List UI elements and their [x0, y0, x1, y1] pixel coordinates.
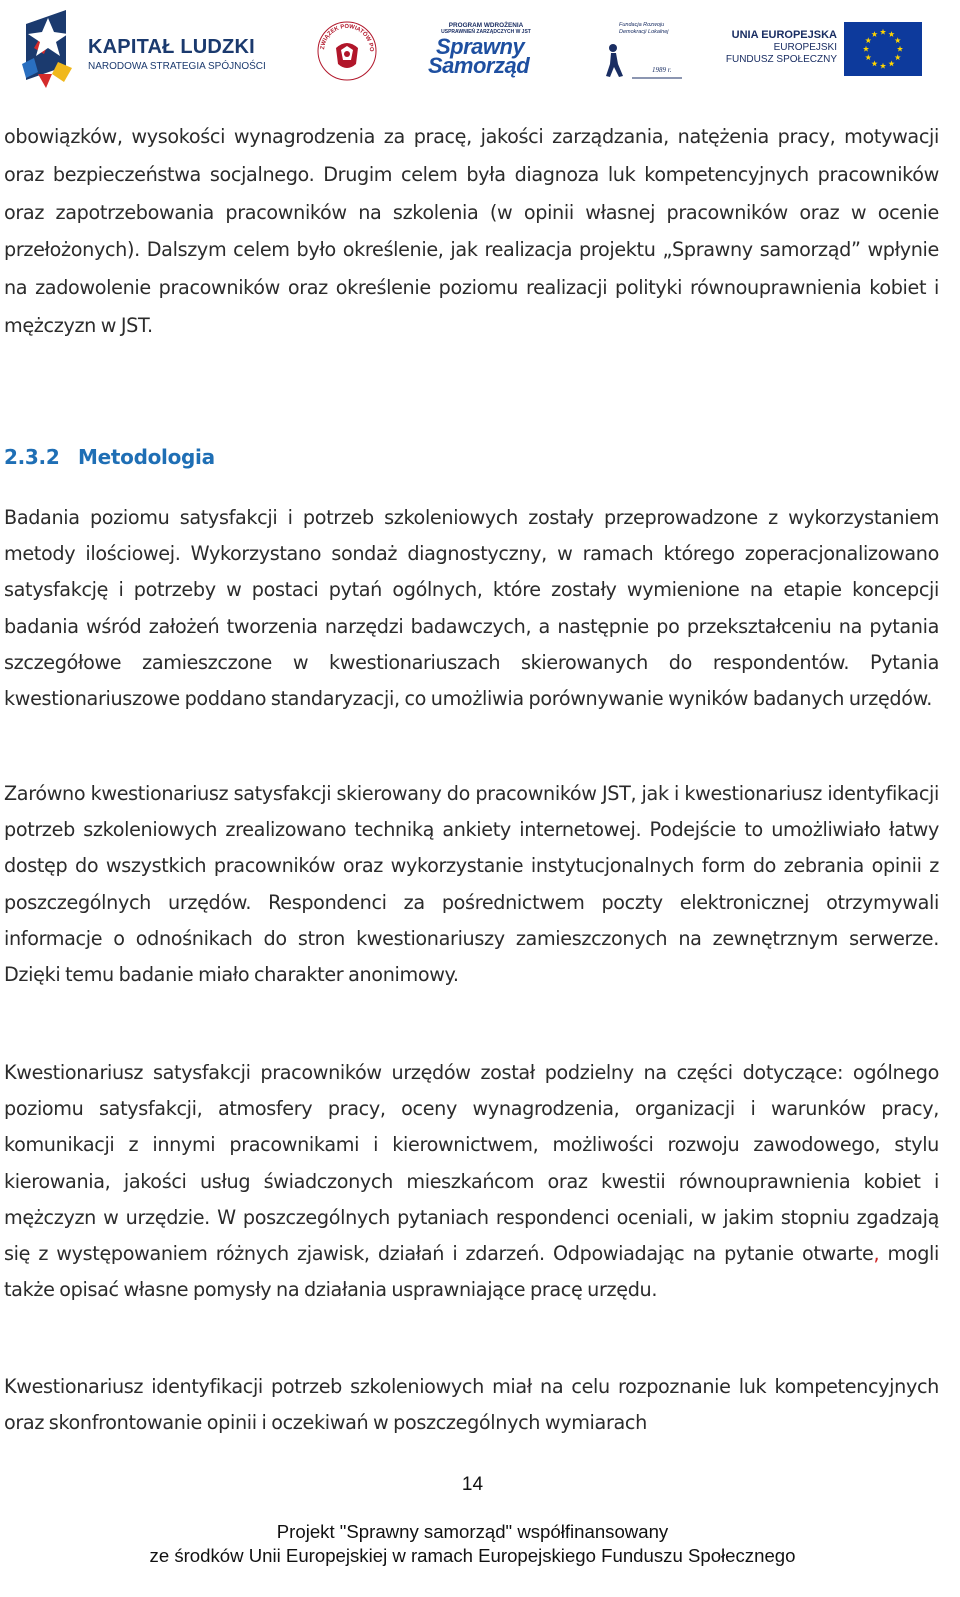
fundacja-name: Fundacja Rozwoju Demokracji Lokalnej — [619, 22, 669, 35]
unia-europejska-logo — [722, 22, 922, 78]
zpp-ring-text: ZWIĄZEK POWIATÓW PO — [320, 23, 375, 52]
sprawny-word: Sprawny — [436, 34, 525, 59]
ue-line-3: FUNDUSZ SPOŁECZNY — [725, 54, 837, 65]
page-footer — [0, 1520, 945, 1567]
program-line-1: PROGRAM WDROŻENIA — [448, 22, 524, 29]
paragraph-text-part-1: Kwestionariusz satysfakcji pracowników urzędów został podzielny na części dotyczące: ogólnego poziomu satysfakcji, atmosfery pracy, oceny wynagrodzenia, organizacji i warunków pracy, komunikacji z innymi pracownikami i kierownictwem, możliwości rozwoju zawodowego, stylu kierowania, jakości usług świadczonych mieszkańcom oraz kwestii równouprawnienia kobiet i mężczyzn w urzędzie. W poszczególnych pytaniach respondenci oceniali, w jakim stopniu zgadzają się z występowaniem różnych zjawisk, działań i zdarzeń. Odpowiadając na pytanie otwarte — [4, 1061, 939, 1266]
kapital-ludzki-star-icon — [18, 8, 88, 88]
zpp-emblem-icon — [316, 20, 378, 82]
page-header — [0, 0, 960, 90]
footer-line-2: ze środków Unii Europejskiej w ramach Europejskiego Funduszu Społecznego — [149, 1544, 796, 1566]
zwiazek-powiatow-polskich-logo — [316, 20, 378, 82]
paragraph-methodology: Badania poziomu satysfakcji i potrzeb szkoleniowych zostały przeprowadzone z wykorzystaniem metody ilościowej. Wykorzystano sondaż diagnostyczny, w ramach którego zoperacjonalizowano satysfakcję i potrzeby w postaci pytań ogólnych, które zostały wymienione na etapie koncepcji badania wśród założeń tworzenia narzędzi badawczych, a następnie po przekształceniu na pytania szczegółowe zamieszczone w kwestionariuszach skierowanych do respondentów. Pytania kwestionariuszowe poddano standaryzacji, co umożliwia porównywanie wyników badanych urzędów. — [4, 506, 939, 711]
sprawny-samorzad-logo — [428, 22, 544, 82]
paragraph-text-part-2: mogli także opisać własne pomysły na działania usprawniające pracę urzędu. — [4, 1242, 939, 1302]
fundacja-year: 1989 r. — [652, 66, 672, 74]
paragraph-survey-technique: Zarówno kwestionariusz satysfakcji skierowany do pracowników JST, jak i kwestionariusz identyfikacji potrzeb szkoleniowych zrealizowano techniką ankiety internetowej. Podejście to umożliwiało łatwy dostęp do wszystkich pracowników oraz wykorzystanie instytucjonalnych form do zebrania opinii z poszczególnych urzędów. Respondenci za pośrednictwem poczty elektronicznej otrzymywali informacje o odnośnikach do stron kwestionariuszy zamieszczonych na zewnętrznym serwerze. Dzięki temu badanie miało charakter anonimowy. — [4, 782, 939, 987]
eu-flag-icon — [844, 22, 922, 76]
ue-line-1: UNIA EUROPEJSKA — [731, 29, 837, 41]
page-number: 14 — [461, 1474, 484, 1495]
section-title: Metodologia — [78, 445, 215, 469]
paragraph-training-needs: Kwestionariusz identyfikacji potrzeb szkoleniowych miał na celu rozpoznanie luk kompetencyjnych oraz skonfrontowanie opinii i oczekiwań w poszczególnych wymiarach — [4, 1375, 939, 1435]
paragraph-questionnaire-structure — [4, 1055, 939, 1308]
red-comma: , — [873, 1242, 880, 1266]
footer-line-1: Projekt "Sprawny samorząd" współfinansowany — [276, 1521, 669, 1542]
samorzad-word: Samorząd — [428, 53, 530, 78]
section-heading — [4, 445, 215, 469]
unia-europejska-text — [726, 28, 837, 66]
kapital-ludzki-title: KAPITAŁ LUDZKI — [88, 36, 255, 58]
ue-line-2: EUROPEJSKI — [773, 42, 837, 53]
kapital-ludzki-logo — [18, 8, 268, 88]
program-line-2: USPRAWNIEŃ ZARZĄDCZYCH W JST — [441, 29, 531, 35]
fundacja-rozwoju-demokracji-lokalnej-logo — [602, 18, 684, 82]
section-number: 2.3.2 — [4, 445, 60, 469]
paragraph-objectives: obowiązków, wysokości wynagrodzenia za pracę, jakości zarządzania, natężenia pracy, motywacji oraz bezpieczeństwa socjalnego. Drugim celem była diagnoza luk kompetencyjnych pracowników oraz zapotrzebowania pracowników na szkolenia (w opinii własnej pracowników oraz w ocenie przełożonych). Dalszym celem było określenie, jak realizacja projektu „Sprawny samorząd” wpłynie na zadowolenie pracowników oraz określenie poziomu realizacji polityki równouprawnienia kobiet i mężczyzn w JST. — [4, 125, 939, 337]
kapital-ludzki-subtitle: NARODOWA STRATEGIA SPÓJNOŚCI — [88, 61, 266, 72]
